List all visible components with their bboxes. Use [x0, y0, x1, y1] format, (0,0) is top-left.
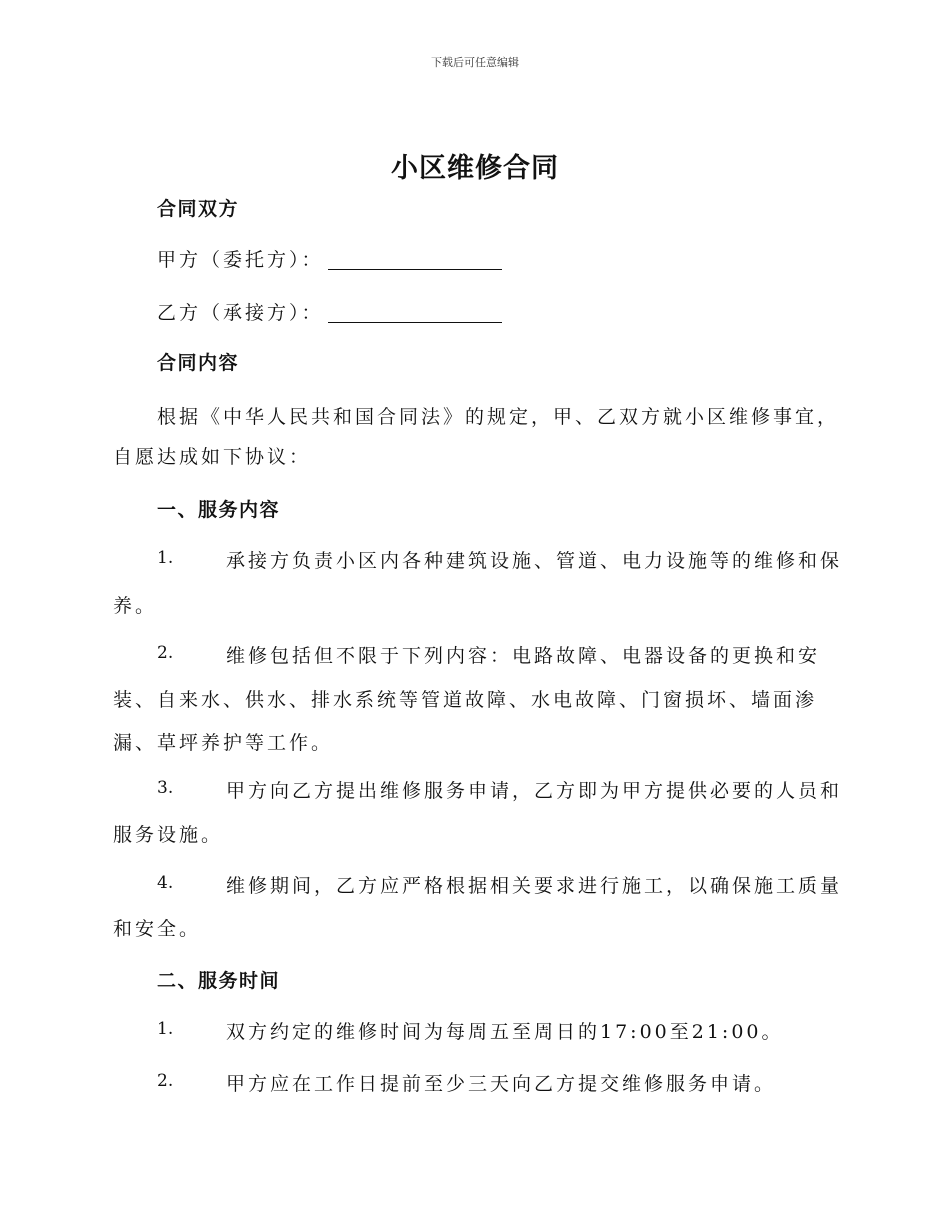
- intro-line-1: 根据《中华人民共和国合同法》的规定，甲、乙双方就小区维修事宜，: [157, 406, 840, 428]
- section2-item1-line1: 双方约定的维修时间为每周五至周日的17:00至21:00。: [226, 1021, 784, 1043]
- content-heading: 合同内容: [157, 352, 240, 374]
- party-a-label: 甲方（委托方）：: [157, 249, 324, 271]
- section1-item3-number: 3.: [157, 778, 174, 798]
- section1-item2-line3: 漏、草坪养护等工作。: [113, 732, 334, 754]
- party-b-line: [157, 298, 502, 325]
- intro-line-2: 自愿达成如下协议：: [113, 446, 312, 468]
- section1-item2-line1: 维修包括但不限于下列内容：电路故障、电器设备的更换和安: [226, 645, 821, 667]
- section2-item2-number: 2.: [157, 1071, 174, 1091]
- party-b-blank[interactable]: [328, 302, 502, 323]
- section2-item2-line1: 甲方应在工作日提前至少三天向乙方提交维修服务申请。: [226, 1073, 777, 1095]
- parties-heading: 合同双方: [157, 198, 240, 220]
- section1-item1-line1: 承接方负责小区内各种建筑设施、管道、电力设施等的维修和保: [226, 550, 843, 572]
- section1-item2-number: 2.: [157, 643, 174, 663]
- section1-item4-number: 4.: [157, 873, 174, 893]
- section1-item4-line2: 和安全。: [113, 918, 202, 940]
- party-a-blank[interactable]: [328, 249, 502, 270]
- section2-heading: 二、服务时间: [157, 970, 281, 992]
- section1-item1-line2: 养。: [113, 595, 158, 617]
- section2-item1-number: 1.: [157, 1019, 174, 1039]
- header-note: 下载后可任意编辑: [431, 56, 519, 69]
- section1-item2-line2: 装、自来水、供水、排水系统等管道故障、水电故障、门窗损坏、墙面渗: [113, 689, 818, 711]
- section1-item1-number: 1.: [157, 548, 174, 568]
- party-b-label: 乙方（承接方）：: [157, 302, 324, 324]
- party-a-line: [157, 245, 502, 272]
- section1-item4-line1: 维修期间，乙方应严格根据相关要求进行施工，以确保施工质量: [226, 875, 843, 897]
- section1-item3-line2: 服务设施。: [113, 824, 224, 846]
- document-title: 小区维修合同: [391, 153, 559, 184]
- section1-item3-line1: 甲方向乙方提出维修服务申请，乙方即为甲方提供必要的人员和: [226, 780, 843, 802]
- section1-heading: 一、服务内容: [157, 499, 281, 521]
